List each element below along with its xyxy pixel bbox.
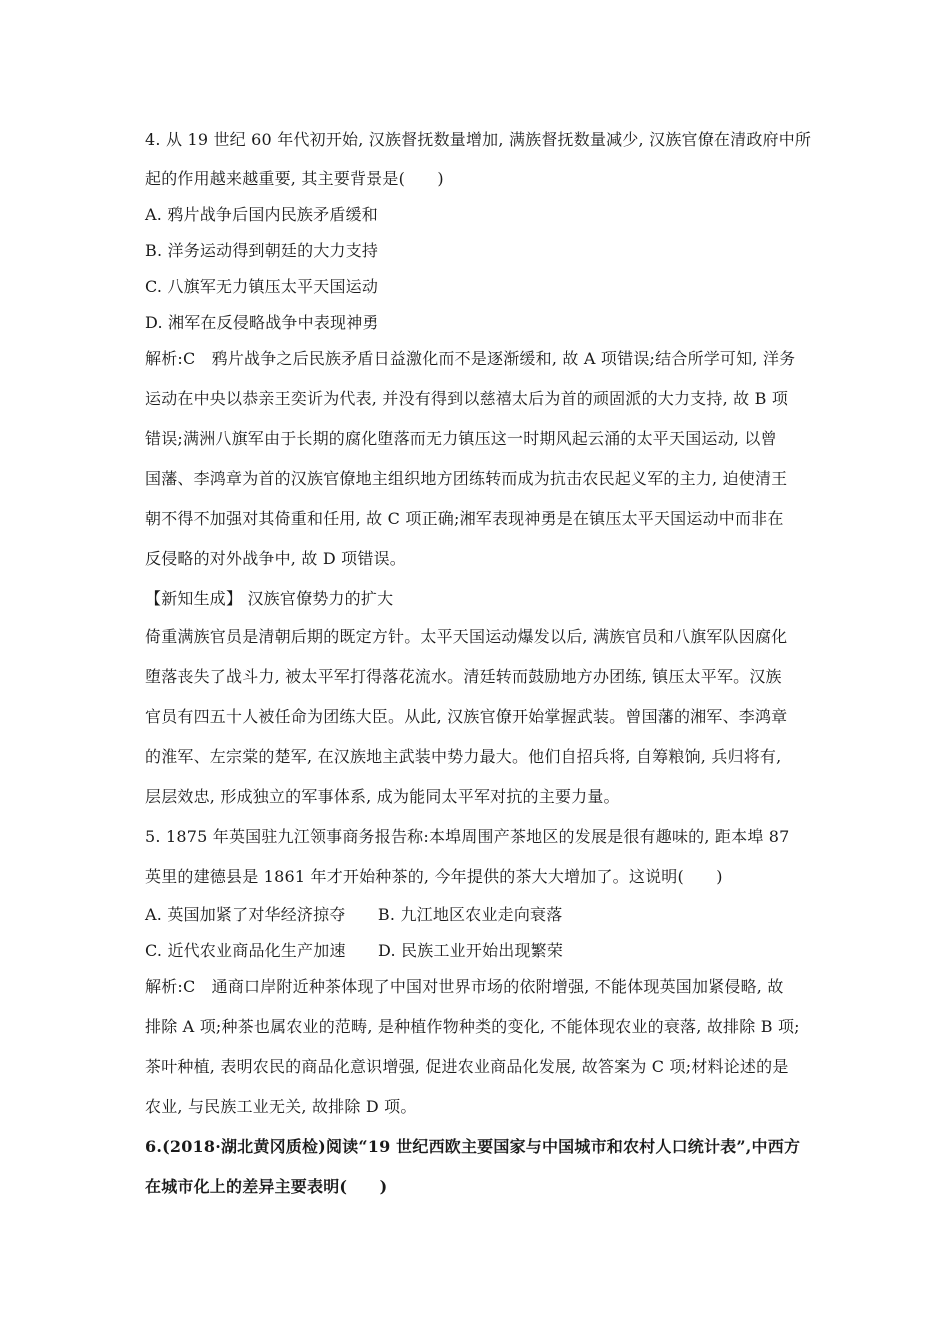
q6-stem-line-1: 6.(2018·湖北黄冈质检)阅读“19 世纪西欧主要国家与中国城市和农村人口统计表”,中西方 (145, 1137, 801, 1156)
knowledge-line-3: 官员有四五十人被任命为团练大臣。从此, 汉族官僚开始掌握武装。曾国藩的湘军、李鸿章 (145, 707, 788, 726)
knowledge-line-5: 层层效忠, 形成独立的军事体系, 成为能同太平军对抗的主要力量。 (145, 787, 620, 806)
q5-analysis-line-2: 排除 A 项;种茶也属农业的范畴, 是种植作物种类的变化, 不能体现农业的衰落, 故排除 B 项; (145, 1017, 800, 1036)
q5-analysis-line-3: 茶叶种植, 表明农民的商品化意识增强, 促进农业商品化发展, 故答案为 C 项;材料论述的是 (145, 1057, 789, 1076)
q4-stem-line-1: 4. 从 19 世纪 60 年代初开始, 汉族督抚数量增加, 满族督抚数量减少, 汉族官僚在清政府中所 (145, 130, 812, 149)
q5-stem-line-1: 5. 1875 年英国驻九江领事商务报告称:本埠周围产茶地区的发展是很有趣味的, 距本埠 87 (145, 827, 790, 846)
knowledge-line-4: 的淮军、左宗棠的楚军, 在汉族地主武装中势力最大。他们自招兵将, 自筹粮饷, 兵归将有, (145, 747, 782, 766)
q4-option-b: B. 洋务运动得到朝廷的大力支持 (145, 241, 379, 260)
q5-options-row-1: A. 英国加紧了对华经济掠夺 B. 九江地区农业走向衰落 (145, 905, 563, 924)
q4-option-c: C. 八旗军无力镇压太平天国运动 (145, 277, 379, 296)
q5-analysis-line-1: 解析:C 通商口岸附近种茶体现了中国对世界市场的依附增强, 不能体现英国加紧侵略, 故 (145, 977, 784, 996)
q4-option-d: D. 湘军在反侵略战争中表现神勇 (145, 313, 379, 332)
knowledge-heading: 【新知生成】 汉族官僚势力的扩大 (145, 589, 394, 608)
q4-analysis-line-4: 国藩、李鸿章为首的汉族官僚地主组织地方团练转而成为抗击农民起义军的主力, 迫使清王 (145, 469, 788, 488)
q4-stem-line-2: 起的作用越来越重要, 其主要背景是( ) (145, 169, 444, 188)
q4-analysis-line-6: 反侵略的对外战争中, 故 D 项错误。 (145, 549, 406, 568)
q6-stem-line-2: 在城市化上的差异主要表明( ) (145, 1177, 388, 1196)
knowledge-line-1: 倚重满族官员是清朝后期的既定方针。太平天国运动爆发以后, 满族官员和八旗军队因腐化 (145, 627, 788, 646)
q4-analysis-line-2: 运动在中央以恭亲王奕䜣为代表, 并没有得到以慈禧太后为首的顽固派的大力支持, 故 B 项 (145, 389, 789, 408)
q5-analysis-line-4: 农业, 与民族工业无关, 故排除 D 项。 (145, 1097, 417, 1116)
q4-analysis-line-5: 朝不得不加强对其倚重和任用, 故 C 项正确;湘军表现神勇是在镇压太平天国运动中而非在 (145, 509, 784, 528)
q5-stem-line-2: 英里的建德县是 1861 年才开始种茶的, 今年提供的茶大大增加了。这说明( ) (145, 867, 723, 886)
q4-analysis-line-1: 解析:C 鸦片战争之后民族矛盾日益激化而不是逐渐缓和, 故 A 项错误;结合所学可知, 洋务 (145, 349, 796, 368)
knowledge-line-2: 堕落丧失了战斗力, 被太平军打得落花流水。清廷转而鼓励地方办团练, 镇压太平军。汉族 (145, 667, 782, 686)
q5-options-row-2: C. 近代农业商品化生产加速 D. 民族工业开始出现繁荣 (145, 941, 564, 960)
q4-option-a: A. 鸦片战争后国内民族矛盾缓和 (145, 205, 378, 224)
q4-analysis-line-3: 错误;满洲八旗军由于长期的腐化堕落而无力镇压这一时期风起云涌的太平天国运动, 以曾 (145, 429, 777, 448)
